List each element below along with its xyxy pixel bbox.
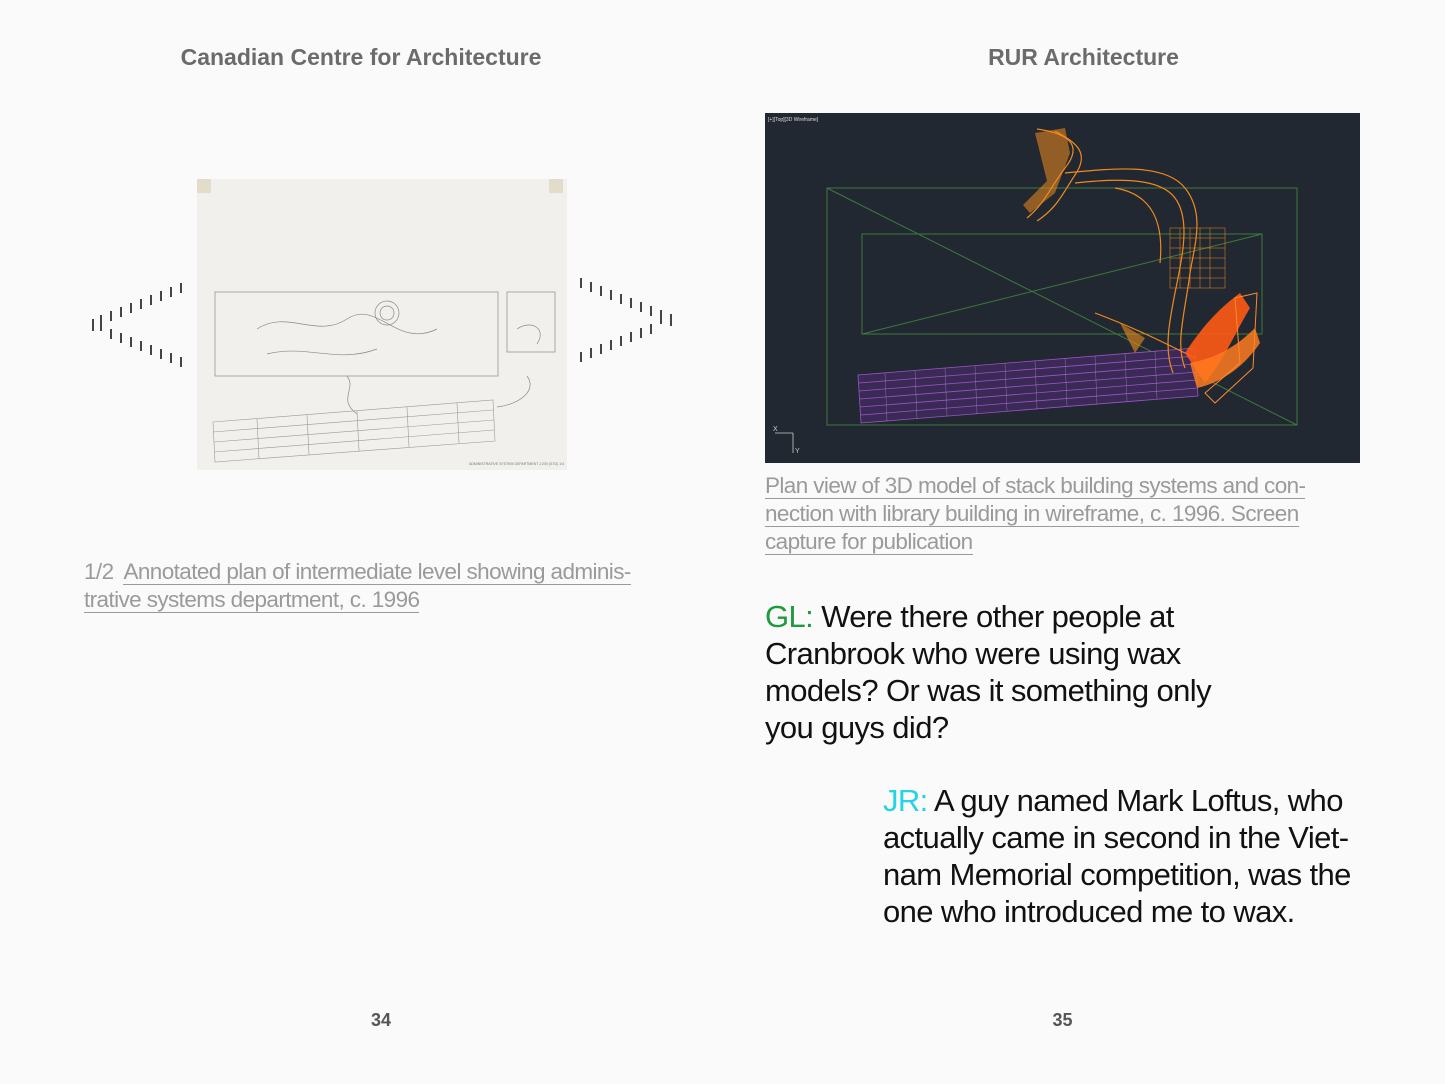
caption-link-line-2[interactable]: trative systems department, c. 1996 <box>84 587 420 612</box>
dialogue-jr-line-1: A guy named Mark Loftus, who <box>934 783 1343 818</box>
dialogue-gl-line-3: models? Or was it something only <box>765 673 1211 708</box>
dialogue-jr-line-2: actually came in second in the Viet- <box>883 820 1349 855</box>
plan-drawing-image <box>197 179 567 470</box>
page-number-right: 35 <box>1052 1010 1073 1030</box>
dialogue-jr-line-3: nam Memorial competition, was the <box>883 857 1351 892</box>
wireframe-model-image <box>765 113 1360 463</box>
plan-sheet-label: ADMINISTRATIVE SYSTEM DEPARTMENT 1:200 (STD) 1/4 <box>469 462 565 466</box>
dialogue-gl-line-1: Were there other people at <box>821 599 1174 634</box>
caption-right-line-1[interactable]: Plan view of 3D model of stack building systems and con- <box>765 473 1306 498</box>
dialogue-jr <box>883 782 1363 930</box>
previous-image-icon[interactable] <box>90 283 186 369</box>
figure-caption-right <box>765 472 1365 556</box>
speaker-jr: JR: <box>883 783 928 818</box>
figure-number: 1/2 <box>84 559 114 584</box>
next-image-icon[interactable] <box>578 278 676 364</box>
speaker-gl: GL: <box>765 599 814 634</box>
dialogue-jr-line-4: one who introduced me to wax. <box>883 894 1295 929</box>
viewport-label: [+][Top][3D Wireframe] <box>768 117 819 123</box>
page-number-left: 34 <box>370 1010 392 1030</box>
axis-x-label: X <box>773 426 778 433</box>
caption-right-line-3[interactable]: capture for publication <box>765 529 973 554</box>
dialogue-gl-line-4: you guys did? <box>765 710 949 745</box>
running-header-left: Canadian Centre for Architecture <box>180 44 542 70</box>
left-page <box>0 0 722 1084</box>
caption-link-line-1[interactable]: Annotated plan of intermediate level showing adminis- <box>123 559 631 584</box>
caption-right-line-2[interactable]: nection with library building in wireframe, c. 1996. Screen <box>765 501 1299 526</box>
dialogue-gl <box>765 598 1235 746</box>
running-header-right: RUR Architecture <box>988 44 1179 70</box>
dialogue-gl-line-2: Cranbrook who were using wax <box>765 636 1181 671</box>
axis-y-label: Y <box>795 448 800 455</box>
figure-caption-left <box>84 558 684 614</box>
